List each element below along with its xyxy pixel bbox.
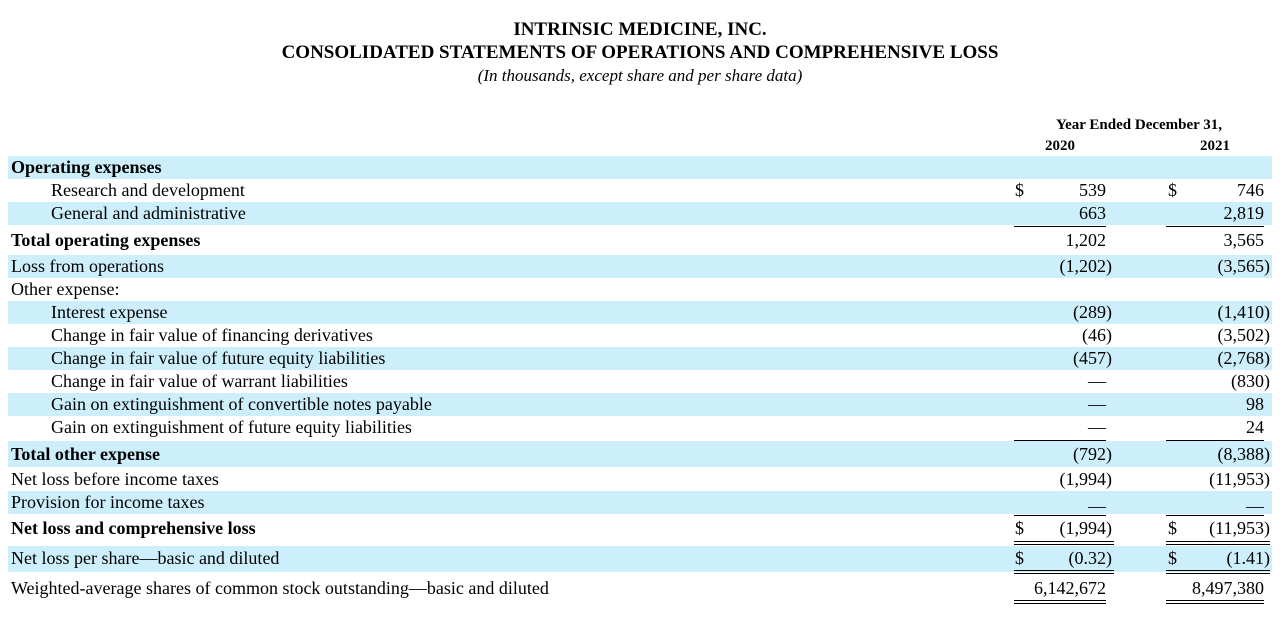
row-label: Interest expense [51,302,168,322]
total-double-rule [1166,600,1264,604]
table-row [8,226,1272,254]
statement-title: CONSOLIDATED STATEMENTS OF OPERATIONS AND COMPREHENSIVE LOSS [281,42,999,63]
value-2021: (3,565) [1217,256,1270,276]
subtotal-rule [1166,440,1264,441]
value-2020: — [1088,371,1106,391]
value-2020: (289) [1073,302,1112,322]
value-2021: 98 [1246,394,1264,414]
row-label: Loss from operations [11,256,164,276]
value-2020: (0.32) [1068,548,1112,568]
value-2020: (1,994) [1059,469,1112,489]
total-double-rule [1166,570,1270,574]
value-2020: (792) [1073,444,1112,464]
value-2021: (1.41) [1226,548,1270,568]
value-2021: 2,819 [1223,203,1264,223]
value-2020: (457) [1073,348,1112,368]
subtotal-rule [1014,226,1106,227]
value-2020: 6,142,672 [1034,578,1106,598]
value-2020: (1,994) [1059,518,1112,538]
value-2020: 663 [1079,203,1106,223]
row-label: Provision for income taxes [11,492,205,512]
table-row [8,468,1272,491]
total-double-rule [1014,541,1114,545]
row-label: Net loss and comprehensive loss [11,518,256,538]
year-2021-header: 2021 [1166,138,1264,158]
value-2021: (11,953) [1209,518,1270,538]
statement-units: (In thousands, except share and per share data) [477,66,803,85]
currency-symbol: $ [1168,518,1177,538]
row-label: Total operating expenses [11,230,201,250]
value-2020: (1,202) [1059,256,1112,276]
table-row [8,347,1272,370]
table-row [8,441,1272,467]
table-row [8,179,1272,202]
row-label: Net loss before income taxes [11,469,219,489]
table-row [8,278,1272,301]
value-2021: (830) [1231,371,1270,391]
value-2021: (11,953) [1209,469,1270,489]
currency-symbol: $ [1015,180,1024,200]
value-2020: — [1088,496,1106,516]
row-label: General and administrative [51,203,246,223]
currency-symbol: $ [1168,548,1177,568]
value-2021: (1,410) [1217,302,1270,322]
period-header: Year Ended December 31, [1055,117,1223,133]
table-row [8,370,1272,393]
table-row [8,324,1272,347]
row-label: Other expense: [11,279,120,299]
row-label: Operating expenses [11,157,162,177]
table-row [8,156,1272,179]
value-2021: 24 [1246,417,1264,437]
currency-symbol: $ [1015,518,1024,538]
row-label: Net loss per share—basic and diluted [11,548,280,568]
value-2020: 539 [1079,180,1106,200]
table-row [8,301,1272,324]
row-label: Change in fair value of warrant liabilities [51,371,348,391]
row-label: Change in fair value of future equity liabilities [51,348,386,368]
value-2020: (46) [1082,325,1112,345]
value-2021: 746 [1237,180,1264,200]
year-2020-header: 2020 [1014,138,1106,158]
value-2021: — [1246,496,1264,516]
row-label: Gain on extinguishment of convertible notes payable [51,394,432,414]
table-row [8,546,1272,572]
value-2021: 3,565 [1223,230,1264,250]
total-double-rule [1014,570,1114,574]
table-row [8,255,1272,278]
subtotal-rule [1166,515,1264,516]
row-label: Total other expense [11,444,161,464]
table-row [8,393,1272,416]
currency-symbol: $ [1015,548,1024,568]
value-2020: — [1088,394,1106,414]
subtotal-rule [1014,440,1106,441]
table-row [8,575,1272,603]
value-2021: (8,388) [1217,444,1270,464]
value-2021: 8,497,380 [1192,578,1264,598]
currency-symbol: $ [1168,180,1177,200]
table-row [8,491,1272,514]
row-label: Gain on extinguishment of future equity liabilities [51,417,412,437]
row-label: Research and development [51,180,245,200]
table-row [8,516,1272,543]
row-label: Weighted-average shares of common stock outstanding—basic and diluted [11,578,549,598]
company-name: INTRINSIC MEDICINE, INC. [513,19,767,40]
value-2020: — [1088,417,1106,437]
table-row [8,416,1272,439]
value-2020: 1,202 [1065,230,1106,250]
subtotal-rule [1166,226,1264,227]
row-label: Change in fair value of financing derivatives [51,325,373,345]
value-2021: (3,502) [1217,325,1270,345]
value-2021: (2,768) [1217,348,1270,368]
subtotal-rule [1014,515,1106,516]
table-row [8,202,1272,225]
total-double-rule [1014,600,1106,604]
total-double-rule [1166,541,1270,545]
